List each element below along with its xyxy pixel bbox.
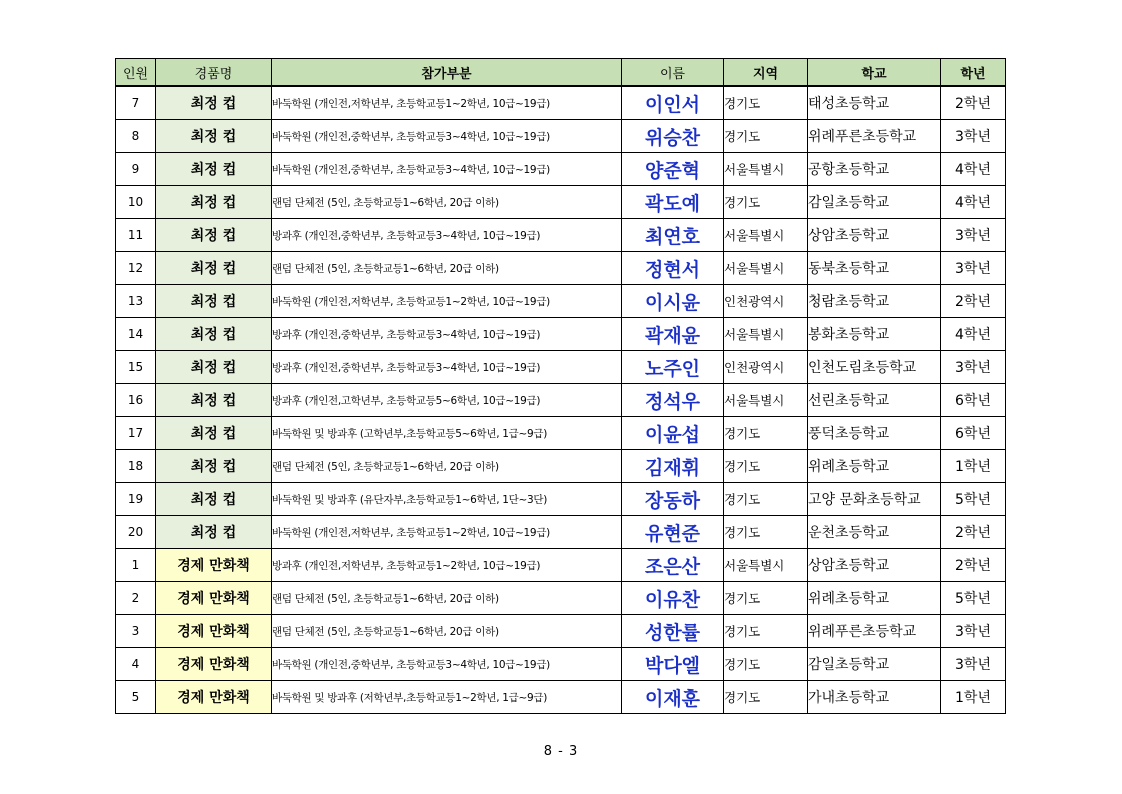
cell-school: 가내초등학교	[808, 681, 941, 714]
cell-region: 경기도	[724, 615, 808, 648]
cell-participation: 바둑학원 (개인전,저학년부, 초등학교등1~2학년, 10급~19급)	[272, 285, 622, 318]
cell-prize: 경제 만화책	[156, 582, 272, 615]
table-row	[116, 483, 1006, 516]
cell-num: 17	[116, 417, 156, 450]
cell-school: 청람초등학교	[808, 285, 941, 318]
cell-region: 경기도	[724, 516, 808, 549]
cell-prize: 최정 컵	[156, 86, 272, 120]
cell-participation: 바둑학원 (개인전,저학년부, 초등학교등1~2학년, 10급~19급)	[272, 516, 622, 549]
table-row	[116, 219, 1006, 252]
cell-prize: 최정 컵	[156, 318, 272, 351]
cell-prize: 경제 만화책	[156, 549, 272, 582]
cell-name: 장동하	[622, 483, 724, 516]
cell-region: 경기도	[724, 86, 808, 120]
cell-school: 상암초등학교	[808, 219, 941, 252]
cell-prize: 최정 컵	[156, 417, 272, 450]
cell-name: 유현준	[622, 516, 724, 549]
cell-participation: 바둑학원 및 방과후 (유단자부,초등학교등1~6학년, 1단~3단)	[272, 483, 622, 516]
cell-name: 김재휘	[622, 450, 724, 483]
cell-grade: 4학년	[941, 186, 1006, 219]
table-row	[116, 384, 1006, 417]
cell-num: 9	[116, 153, 156, 186]
cell-prize: 최정 컵	[156, 285, 272, 318]
cell-num: 18	[116, 450, 156, 483]
cell-name: 성한률	[622, 615, 724, 648]
cell-school: 위례푸른초등학교	[808, 120, 941, 153]
cell-participation: 바둑학원 (개인전,중학년부, 초등학교등3~4학년, 10급~19급)	[272, 120, 622, 153]
table-row	[116, 450, 1006, 483]
cell-prize: 최정 컵	[156, 153, 272, 186]
cell-num: 4	[116, 648, 156, 681]
cell-name: 노주인	[622, 351, 724, 384]
table-body	[116, 86, 1006, 714]
cell-prize: 경제 만화책	[156, 681, 272, 714]
cell-name: 이윤섭	[622, 417, 724, 450]
table-row	[116, 86, 1006, 120]
cell-participation: 방과후 (개인전,고학년부, 초등학교등5~6학년, 10급~19급)	[272, 384, 622, 417]
cell-num: 19	[116, 483, 156, 516]
cell-prize: 최정 컵	[156, 351, 272, 384]
header-school: 학교	[808, 59, 941, 87]
cell-participation: 방과후 (개인전,중학년부, 초등학교등3~4학년, 10급~19급)	[272, 318, 622, 351]
cell-region: 서울특별시	[724, 219, 808, 252]
cell-num: 10	[116, 186, 156, 219]
table-row	[116, 648, 1006, 681]
cell-prize: 최정 컵	[156, 120, 272, 153]
table-row	[116, 549, 1006, 582]
cell-name: 정석우	[622, 384, 724, 417]
header-prize: 경품명	[156, 59, 272, 87]
cell-school: 인천도림초등학교	[808, 351, 941, 384]
cell-prize: 최정 컵	[156, 450, 272, 483]
cell-name: 곽재윤	[622, 318, 724, 351]
table-row	[116, 417, 1006, 450]
cell-region: 경기도	[724, 417, 808, 450]
cell-region: 경기도	[724, 582, 808, 615]
cell-num: 11	[116, 219, 156, 252]
cell-grade: 4학년	[941, 153, 1006, 186]
cell-prize: 최정 컵	[156, 516, 272, 549]
table-header-row	[116, 59, 1006, 87]
cell-prize: 최정 컵	[156, 219, 272, 252]
cell-num: 8	[116, 120, 156, 153]
table-row	[116, 285, 1006, 318]
cell-num: 5	[116, 681, 156, 714]
cell-name: 최연호	[622, 219, 724, 252]
cell-school: 선린초등학교	[808, 384, 941, 417]
cell-school: 고양 문화초등학교	[808, 483, 941, 516]
cell-name: 이재훈	[622, 681, 724, 714]
cell-num: 20	[116, 516, 156, 549]
table-row	[116, 186, 1006, 219]
cell-num: 12	[116, 252, 156, 285]
cell-num: 14	[116, 318, 156, 351]
table-row	[116, 120, 1006, 153]
cell-num: 1	[116, 549, 156, 582]
header-num: 인원	[116, 59, 156, 87]
cell-region: 경기도	[724, 186, 808, 219]
table-row	[116, 681, 1006, 714]
cell-grade: 3학년	[941, 648, 1006, 681]
cell-prize: 최정 컵	[156, 186, 272, 219]
cell-participation: 바둑학원 (개인전,저학년부, 초등학교등1~2학년, 10급~19급)	[272, 86, 622, 120]
cell-grade: 6학년	[941, 384, 1006, 417]
cell-grade: 3학년	[941, 252, 1006, 285]
cell-prize: 경제 만화책	[156, 648, 272, 681]
table-row	[116, 318, 1006, 351]
cell-name: 이인서	[622, 86, 724, 120]
cell-school: 위례푸른초등학교	[808, 615, 941, 648]
cell-participation: 랜덤 단체전 (5인, 초등학교등1~6학년, 20급 이하)	[272, 615, 622, 648]
table-row	[116, 153, 1006, 186]
cell-participation: 바둑학원 (개인전,중학년부, 초등학교등3~4학년, 10급~19급)	[272, 153, 622, 186]
cell-school: 감일초등학교	[808, 648, 941, 681]
header-name: 이름	[622, 59, 724, 87]
cell-region: 경기도	[724, 648, 808, 681]
cell-school: 풍덕초등학교	[808, 417, 941, 450]
header-grade: 학년	[941, 59, 1006, 87]
cell-prize: 최정 컵	[156, 483, 272, 516]
cell-name: 정현서	[622, 252, 724, 285]
cell-region: 인천광역시	[724, 351, 808, 384]
cell-prize: 최정 컵	[156, 384, 272, 417]
cell-num: 13	[116, 285, 156, 318]
cell-grade: 1학년	[941, 450, 1006, 483]
cell-region: 경기도	[724, 120, 808, 153]
table-row	[116, 582, 1006, 615]
cell-grade: 1학년	[941, 681, 1006, 714]
cell-region: 서울특별시	[724, 252, 808, 285]
cell-name: 이시윤	[622, 285, 724, 318]
cell-name: 위승찬	[622, 120, 724, 153]
cell-region: 경기도	[724, 450, 808, 483]
cell-participation: 랜덤 단체전 (5인, 초등학교등1~6학년, 20급 이하)	[272, 450, 622, 483]
cell-grade: 2학년	[941, 285, 1006, 318]
cell-grade: 2학년	[941, 549, 1006, 582]
cell-grade: 6학년	[941, 417, 1006, 450]
table-row	[116, 252, 1006, 285]
cell-participation: 바둑학원 및 방과후 (고학년부,초등학교등5~6학년, 1급~9급)	[272, 417, 622, 450]
cell-school: 위례초등학교	[808, 450, 941, 483]
cell-name: 양준혁	[622, 153, 724, 186]
cell-school: 동북초등학교	[808, 252, 941, 285]
cell-school: 감일초등학교	[808, 186, 941, 219]
cell-name: 곽도예	[622, 186, 724, 219]
cell-grade: 5학년	[941, 483, 1006, 516]
cell-num: 3	[116, 615, 156, 648]
cell-name: 박다엘	[622, 648, 724, 681]
winners-table	[115, 58, 1006, 714]
table-row	[116, 516, 1006, 549]
cell-participation: 방과후 (개인전,중학년부, 초등학교등3~4학년, 10급~19급)	[272, 351, 622, 384]
cell-school: 봉화초등학교	[808, 318, 941, 351]
header-region: 지역	[724, 59, 808, 87]
cell-num: 15	[116, 351, 156, 384]
cell-participation: 방과후 (개인전,저학년부, 초등학교등1~2학년, 10급~19급)	[272, 549, 622, 582]
cell-prize: 경제 만화책	[156, 615, 272, 648]
cell-grade: 2학년	[941, 516, 1006, 549]
cell-grade: 3학년	[941, 120, 1006, 153]
cell-participation: 랜덤 단체전 (5인, 초등학교등1~6학년, 20급 이하)	[272, 252, 622, 285]
cell-region: 서울특별시	[724, 153, 808, 186]
cell-region: 경기도	[724, 681, 808, 714]
cell-participation: 바둑학원 (개인전,중학년부, 초등학교등3~4학년, 10급~19급)	[272, 648, 622, 681]
cell-school: 태성초등학교	[808, 86, 941, 120]
cell-grade: 3학년	[941, 615, 1006, 648]
cell-num: 2	[116, 582, 156, 615]
cell-participation: 랜덤 단체전 (5인, 초등학교등1~6학년, 20급 이하)	[272, 582, 622, 615]
cell-region: 경기도	[724, 483, 808, 516]
cell-grade: 3학년	[941, 351, 1006, 384]
cell-num: 7	[116, 86, 156, 120]
header-participation: 참가부분	[272, 59, 622, 87]
cell-num: 16	[116, 384, 156, 417]
cell-participation: 방과후 (개인전,중학년부, 초등학교등3~4학년, 10급~19급)	[272, 219, 622, 252]
cell-grade: 4학년	[941, 318, 1006, 351]
cell-region: 서울특별시	[724, 549, 808, 582]
cell-grade: 3학년	[941, 219, 1006, 252]
cell-grade: 2학년	[941, 86, 1006, 120]
cell-region: 인천광역시	[724, 285, 808, 318]
cell-school: 상암초등학교	[808, 549, 941, 582]
table-row	[116, 615, 1006, 648]
page-number: 8 - 3	[543, 744, 579, 759]
cell-prize: 최정 컵	[156, 252, 272, 285]
cell-region: 서울특별시	[724, 384, 808, 417]
cell-school: 위례초등학교	[808, 582, 941, 615]
cell-name: 이유찬	[622, 582, 724, 615]
cell-grade: 5학년	[941, 582, 1006, 615]
table-row	[116, 351, 1006, 384]
cell-participation: 랜덤 단체전 (5인, 초등학교등1~6학년, 20급 이하)	[272, 186, 622, 219]
cell-name: 조은산	[622, 549, 724, 582]
cell-school: 공항초등학교	[808, 153, 941, 186]
cell-participation: 바둑학원 및 방과후 (저학년부,초등학교등1~2학년, 1급~9급)	[272, 681, 622, 714]
cell-school: 운천초등학교	[808, 516, 941, 549]
cell-region: 서울특별시	[724, 318, 808, 351]
